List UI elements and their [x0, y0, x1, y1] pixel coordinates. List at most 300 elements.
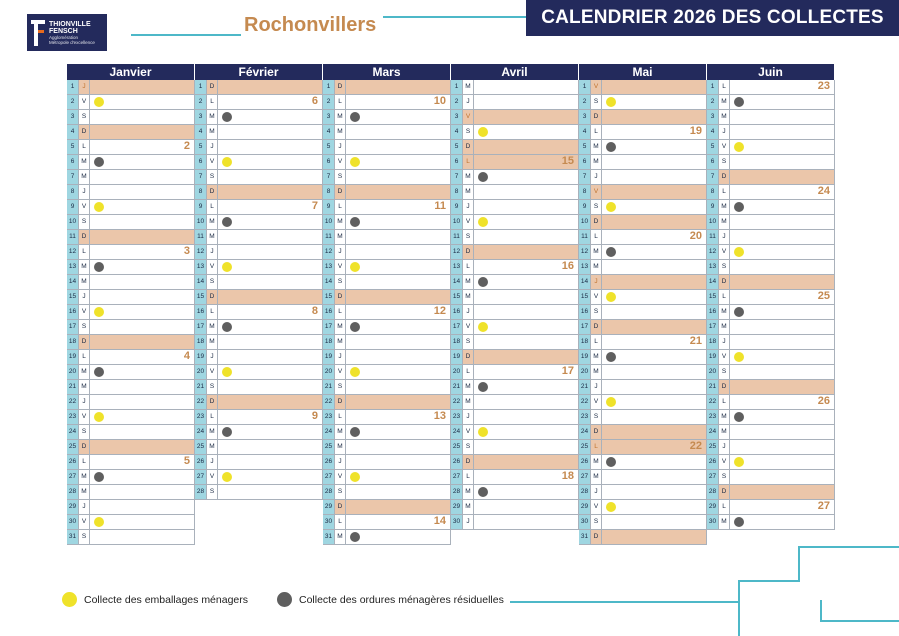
day-cell	[346, 425, 451, 439]
day-letter: L	[591, 230, 602, 244]
day-row	[707, 350, 835, 365]
day-cell	[90, 410, 195, 424]
day-letter: S	[79, 530, 90, 544]
day-row	[707, 410, 835, 425]
day-number: 1	[707, 80, 719, 94]
ordures-dot-icon	[606, 457, 616, 467]
day-cell	[602, 155, 707, 169]
day-row	[707, 515, 835, 530]
day-row	[323, 140, 451, 155]
ordures-dot-icon	[350, 532, 360, 542]
day-row	[67, 200, 195, 215]
day-cell	[602, 305, 707, 319]
day-row	[67, 140, 195, 155]
day-number: 9	[707, 200, 719, 214]
day-letter: J	[207, 245, 218, 259]
day-cell	[218, 455, 323, 469]
month-header: Février	[195, 64, 323, 80]
day-number: 5	[67, 140, 79, 154]
legend-line	[510, 601, 740, 603]
day-letter: V	[591, 500, 602, 514]
day-cell	[602, 290, 707, 304]
day-number: 3	[579, 110, 591, 124]
day-row	[67, 350, 195, 365]
day-row	[323, 95, 451, 110]
day-cell	[602, 335, 707, 349]
day-cell	[218, 365, 323, 379]
day-number: 3	[67, 110, 79, 124]
day-letter: V	[591, 290, 602, 304]
day-row	[451, 320, 579, 335]
day-cell	[90, 530, 195, 544]
day-cell	[730, 185, 835, 199]
day-row	[195, 485, 323, 500]
day-cell	[90, 470, 195, 484]
day-cell	[474, 125, 579, 139]
day-letter: M	[591, 245, 602, 259]
legend-yellow-label: Collecte des emballages ménagers	[84, 593, 249, 606]
day-row	[67, 110, 195, 125]
day-cell	[346, 335, 451, 349]
day-row	[67, 245, 195, 260]
day-row	[67, 80, 195, 95]
day-letter: J	[207, 350, 218, 364]
deco-line	[738, 580, 800, 582]
day-cell	[730, 320, 835, 334]
day-row	[195, 290, 323, 305]
day-cell	[474, 245, 579, 259]
day-row	[195, 425, 323, 440]
week-number: 26	[817, 395, 830, 407]
day-letter: L	[463, 470, 474, 484]
day-letter: L	[335, 410, 346, 424]
day-cell	[474, 80, 579, 94]
day-cell	[474, 290, 579, 304]
day-letter: M	[79, 365, 90, 379]
day-letter: D	[335, 185, 346, 199]
day-cell	[730, 290, 835, 304]
month-column	[323, 64, 451, 545]
day-cell	[346, 380, 451, 394]
day-cell	[602, 365, 707, 379]
day-number: 23	[323, 410, 335, 424]
day-cell	[474, 380, 579, 394]
day-row	[195, 440, 323, 455]
week-number: 16	[561, 260, 574, 272]
month-header: Mars	[323, 64, 451, 80]
day-number: 29	[707, 500, 719, 514]
ordures-dot-icon	[350, 427, 360, 437]
day-cell	[346, 185, 451, 199]
day-number: 21	[707, 380, 719, 394]
day-letter: S	[591, 515, 602, 529]
day-number: 16	[67, 305, 79, 319]
day-number: 12	[451, 245, 463, 259]
day-number: 25	[579, 440, 591, 454]
day-cell	[346, 470, 451, 484]
day-row	[707, 245, 835, 260]
day-cell	[730, 470, 835, 484]
day-number: 24	[451, 425, 463, 439]
day-cell	[218, 215, 323, 229]
day-letter: J	[591, 170, 602, 184]
day-number: 10	[707, 215, 719, 229]
day-cell	[730, 200, 835, 214]
day-number: 2	[67, 95, 79, 109]
emballages-dot-icon	[478, 217, 488, 227]
day-cell	[474, 425, 579, 439]
day-number: 14	[579, 275, 591, 289]
ordures-dot-icon	[222, 427, 232, 437]
day-cell	[346, 215, 451, 229]
day-letter: M	[719, 200, 730, 214]
day-row	[451, 455, 579, 470]
day-number: 4	[195, 125, 207, 139]
day-number: 31	[323, 530, 335, 544]
day-number: 20	[451, 365, 463, 379]
day-letter: M	[207, 230, 218, 244]
logo-line1: THIONVILLE	[49, 20, 91, 28]
day-row	[707, 440, 835, 455]
title-connector-line	[383, 16, 526, 18]
day-row	[707, 425, 835, 440]
day-cell	[218, 185, 323, 199]
day-cell	[218, 305, 323, 319]
day-number: 6	[323, 155, 335, 169]
day-cell	[346, 530, 451, 544]
day-number: 12	[195, 245, 207, 259]
day-row	[707, 140, 835, 155]
day-cell	[474, 365, 579, 379]
ordures-dot-icon	[478, 487, 488, 497]
deco-line	[820, 620, 899, 622]
day-letter: M	[335, 530, 346, 544]
emballages-dot-icon	[222, 367, 232, 377]
day-number: 11	[195, 230, 207, 244]
day-cell	[218, 110, 323, 124]
day-letter: M	[207, 335, 218, 349]
day-row	[451, 395, 579, 410]
day-row	[323, 125, 451, 140]
day-row	[323, 320, 451, 335]
day-number: 18	[707, 335, 719, 349]
day-cell	[474, 110, 579, 124]
day-letter: J	[79, 395, 90, 409]
day-letter: S	[335, 275, 346, 289]
day-number: 18	[323, 335, 335, 349]
day-cell	[346, 275, 451, 289]
ordures-dot-icon	[734, 517, 744, 527]
day-cell	[474, 275, 579, 289]
day-number: 7	[707, 170, 719, 184]
day-letter: M	[463, 500, 474, 514]
day-number: 1	[451, 80, 463, 94]
day-number: 2	[323, 95, 335, 109]
emballages-dot-icon	[734, 142, 744, 152]
day-row	[67, 455, 195, 470]
day-row	[579, 530, 707, 545]
day-cell	[602, 470, 707, 484]
emballages-dot-icon	[478, 427, 488, 437]
day-number: 20	[579, 365, 591, 379]
day-number: 30	[323, 515, 335, 529]
day-row	[195, 350, 323, 365]
day-cell	[730, 245, 835, 259]
ordures-dot-icon	[734, 412, 744, 422]
day-cell	[90, 365, 195, 379]
day-letter: M	[719, 425, 730, 439]
day-number: 11	[579, 230, 591, 244]
day-letter: L	[207, 410, 218, 424]
day-letter: J	[591, 380, 602, 394]
day-cell	[474, 470, 579, 484]
day-number: 15	[451, 290, 463, 304]
day-number: 4	[579, 125, 591, 139]
day-letter: D	[463, 245, 474, 259]
day-row	[451, 80, 579, 95]
day-row	[323, 80, 451, 95]
day-row	[195, 260, 323, 275]
month-header: Avril	[451, 64, 579, 80]
day-cell	[90, 395, 195, 409]
day-letter: J	[335, 350, 346, 364]
day-number: 16	[323, 305, 335, 319]
week-number: 21	[689, 335, 702, 347]
day-number: 17	[579, 320, 591, 334]
day-row	[323, 170, 451, 185]
day-row	[579, 335, 707, 350]
day-row	[451, 470, 579, 485]
ordures-dot-icon	[94, 262, 104, 272]
week-number: 17	[561, 365, 574, 377]
day-number: 22	[579, 395, 591, 409]
day-letter: V	[719, 140, 730, 154]
day-cell	[730, 275, 835, 289]
day-number: 26	[195, 455, 207, 469]
day-cell	[602, 500, 707, 514]
day-row	[195, 470, 323, 485]
day-row	[579, 155, 707, 170]
day-cell	[346, 410, 451, 424]
ordures-dot-icon	[94, 472, 104, 482]
day-row	[323, 290, 451, 305]
week-number: 11	[434, 200, 446, 212]
day-cell	[90, 200, 195, 214]
day-number: 6	[579, 155, 591, 169]
day-number: 15	[579, 290, 591, 304]
day-row	[579, 500, 707, 515]
day-number: 28	[67, 485, 79, 499]
day-cell	[730, 380, 835, 394]
day-letter: D	[591, 215, 602, 229]
day-cell	[346, 500, 451, 514]
emballages-dot-icon	[606, 292, 616, 302]
day-letter: V	[719, 245, 730, 259]
day-row	[323, 110, 451, 125]
day-letter: V	[79, 515, 90, 529]
day-letter: V	[591, 80, 602, 94]
day-number: 4	[323, 125, 335, 139]
day-row	[195, 275, 323, 290]
day-letter: S	[79, 110, 90, 124]
day-number: 4	[67, 125, 79, 139]
day-number: 16	[451, 305, 463, 319]
day-cell	[218, 260, 323, 274]
day-letter: V	[719, 350, 730, 364]
legend-grey-label: Collecte des ordures ménagères résiduelles	[299, 593, 504, 606]
day-row	[707, 500, 835, 515]
day-row	[451, 425, 579, 440]
day-number: 15	[323, 290, 335, 304]
ordures-dot-icon	[478, 277, 488, 287]
day-cell	[474, 350, 579, 364]
day-row	[579, 425, 707, 440]
day-letter: S	[591, 95, 602, 109]
day-cell	[602, 530, 707, 544]
day-row	[67, 320, 195, 335]
day-letter: M	[719, 305, 730, 319]
emballages-dot-icon	[222, 472, 232, 482]
day-letter: D	[79, 125, 90, 139]
day-letter: V	[207, 365, 218, 379]
day-letter: J	[463, 95, 474, 109]
day-row	[195, 170, 323, 185]
day-letter: V	[719, 455, 730, 469]
day-row	[579, 260, 707, 275]
day-letter: M	[207, 440, 218, 454]
day-row	[579, 80, 707, 95]
day-cell	[346, 365, 451, 379]
day-letter: V	[463, 110, 474, 124]
day-number: 26	[707, 455, 719, 469]
day-letter: M	[591, 260, 602, 274]
day-letter: M	[591, 140, 602, 154]
legend-yellow	[62, 592, 248, 607]
day-number: 16	[195, 305, 207, 319]
day-row	[579, 275, 707, 290]
day-cell	[218, 410, 323, 424]
emballages-dot-icon	[734, 457, 744, 467]
day-cell	[730, 395, 835, 409]
month-column	[579, 64, 707, 545]
day-row	[323, 395, 451, 410]
day-cell	[474, 185, 579, 199]
month-header: Juin	[707, 64, 835, 80]
day-number: 26	[323, 455, 335, 469]
day-cell	[346, 110, 451, 124]
day-number: 28	[323, 485, 335, 499]
day-number: 15	[67, 290, 79, 304]
day-row	[195, 245, 323, 260]
day-letter: L	[207, 95, 218, 109]
day-cell	[218, 230, 323, 244]
day-letter: J	[719, 230, 730, 244]
day-row	[195, 125, 323, 140]
day-number: 7	[323, 170, 335, 184]
day-row	[451, 410, 579, 425]
day-letter: L	[207, 305, 218, 319]
day-number: 1	[579, 80, 591, 94]
day-row	[707, 110, 835, 125]
day-cell	[730, 350, 835, 364]
day-letter: J	[335, 455, 346, 469]
day-row	[451, 500, 579, 515]
day-cell	[90, 245, 195, 259]
day-letter: L	[463, 260, 474, 274]
day-number: 18	[451, 335, 463, 349]
day-letter: L	[335, 200, 346, 214]
day-row	[67, 185, 195, 200]
day-row	[579, 365, 707, 380]
day-cell	[218, 125, 323, 139]
day-number: 8	[451, 185, 463, 199]
month-column	[707, 64, 835, 530]
day-cell	[474, 155, 579, 169]
day-cell	[730, 410, 835, 424]
day-cell	[474, 410, 579, 424]
day-row	[707, 395, 835, 410]
day-letter: M	[719, 410, 730, 424]
day-cell	[730, 110, 835, 124]
day-number: 16	[707, 305, 719, 319]
day-number: 3	[451, 110, 463, 124]
day-number: 31	[579, 530, 591, 544]
day-row	[67, 335, 195, 350]
day-cell	[602, 260, 707, 274]
week-number: 9	[311, 410, 318, 422]
day-cell	[602, 80, 707, 94]
day-row	[195, 455, 323, 470]
day-cell	[218, 290, 323, 304]
day-letter: L	[463, 365, 474, 379]
day-letter: S	[207, 380, 218, 394]
day-number: 9	[195, 200, 207, 214]
day-number: 12	[323, 245, 335, 259]
day-number: 15	[195, 290, 207, 304]
day-row	[707, 185, 835, 200]
day-letter: M	[591, 455, 602, 469]
day-row	[707, 125, 835, 140]
day-letter: J	[463, 200, 474, 214]
day-row	[451, 440, 579, 455]
day-number: 17	[67, 320, 79, 334]
day-cell	[90, 515, 195, 529]
day-row	[67, 170, 195, 185]
day-letter: J	[207, 140, 218, 154]
day-number: 1	[323, 80, 335, 94]
day-row	[67, 515, 195, 530]
day-row	[195, 155, 323, 170]
day-number: 1	[195, 80, 207, 94]
day-cell	[346, 200, 451, 214]
day-letter: M	[591, 470, 602, 484]
day-number: 2	[707, 95, 719, 109]
day-row	[67, 470, 195, 485]
day-cell	[218, 80, 323, 94]
day-cell	[346, 140, 451, 154]
day-cell	[346, 440, 451, 454]
day-letter: M	[207, 125, 218, 139]
day-cell	[730, 455, 835, 469]
day-letter: J	[591, 275, 602, 289]
day-letter: M	[207, 110, 218, 124]
day-cell	[346, 290, 451, 304]
day-letter: J	[207, 455, 218, 469]
day-number: 29	[323, 500, 335, 514]
logo-sub2: Métropole d'excellence	[49, 39, 95, 45]
day-number: 20	[707, 365, 719, 379]
day-letter: S	[335, 380, 346, 394]
